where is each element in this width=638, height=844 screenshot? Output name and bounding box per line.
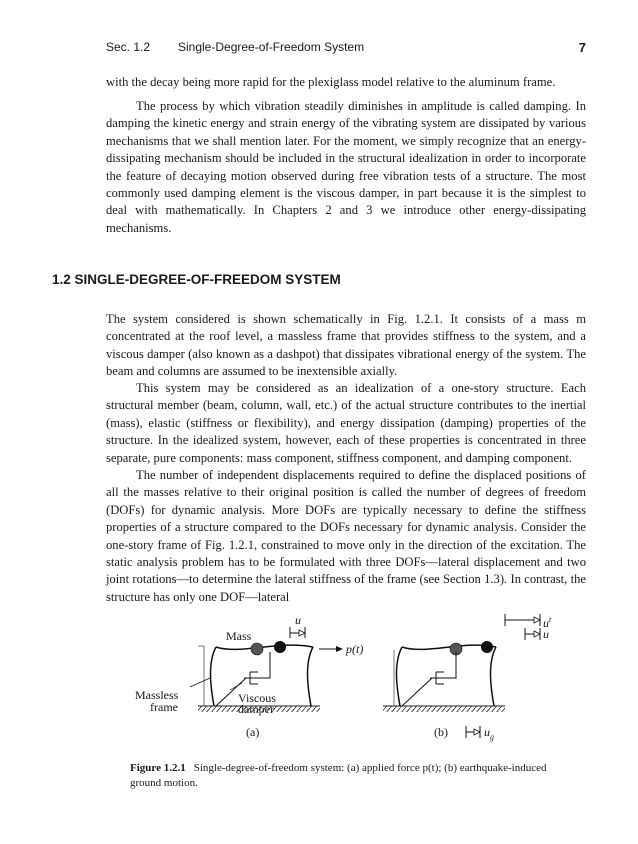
mass-label: Mass: [226, 629, 252, 643]
ut-label-base: u: [543, 616, 549, 630]
mass-a: [251, 643, 263, 655]
figure-caption: [130, 761, 550, 791]
u-arrowhead-a: [299, 630, 305, 636]
right-column-a: [308, 647, 314, 706]
left-column-a: [211, 647, 217, 706]
ug-label-sub: g: [490, 732, 494, 742]
beam-a: [216, 645, 313, 649]
panel-a-label: (a): [246, 725, 260, 739]
frame-leader: [190, 678, 210, 687]
ut-label-sup: t: [549, 615, 552, 624]
caption-text: Single-degree-of-freedom system: (a) applied force p(t); (b) earthquake-induced ground motion.: [130, 762, 547, 789]
force-arrowhead: [336, 646, 343, 652]
panel-b-frame: [383, 614, 540, 738]
paragraph-1-text: with the decay being more rapid for the plexiglass model relative to the aluminum frame.: [106, 75, 556, 89]
viscous-label-line1: Viscous: [238, 691, 276, 705]
force-label: p(t): [346, 642, 364, 656]
sdof-diagram: [130, 612, 550, 742]
mass-a-2: [274, 641, 286, 653]
running-title: Single-Degree-of-Freedom System: [178, 40, 365, 54]
ub-arrowhead: [534, 631, 540, 637]
massless-label-line1: Massless: [135, 688, 179, 702]
running-header: [106, 40, 586, 58]
damper-a: [244, 652, 270, 684]
massless-label-line2: frame: [150, 700, 178, 714]
paragraph-2: [106, 98, 586, 237]
page-number: 7: [578, 40, 586, 55]
ut-arrowhead: [534, 617, 540, 623]
ug-arrowhead: [474, 729, 480, 735]
viscous-label-line2: damper: [238, 702, 274, 716]
ug-label-base: u: [484, 725, 490, 739]
paragraph-4-text: This system may be considered as an idealization of a one-story structure. Each structural member (beam, column, wall, etc.) of the actual structure contributes to the inertial (mass), elastic (stiffness or flexibility), and energy dissipation (damping) properties of the structure. In the idealized system, however, each of these properties is concentrated in three separate, pure components: mass component, stiffness component, and damping component.: [106, 381, 586, 465]
paragraph-3-text: The system considered is shown schematically in Fig. 1.2.1. It consists of a mass m concentrated at the roof level, a massless frame that provides stiffness to the system, and a viscous damper (also known as a dashpot) that dissipates vibrational energy of the system. The beam and columns are assumed to be inextensible axially.: [106, 312, 586, 379]
ground-hatch-b: [383, 706, 505, 712]
mass-b-2: [481, 641, 493, 653]
u-label-a: u: [295, 613, 301, 627]
paragraph-2-text: The process by which vibration steadily diminishes in amplitude is called damping. In damping the kinetic energy and strain energy of the vibrating system are dissipated by various mechanisms that we shall mention later. For the moment, we simply recognize that an energy-dissipating mechanism should be included in the structural idealization in order to incorporate the feature of decaying motion observed during free vibration tests of a structure. The most commonly used damping element is the viscous damper, in part because it is the simplest to deal with mathematically. In Chapters 2 and 3 we introduce other energy-dissipating mechanisms.: [106, 99, 586, 235]
damper-leader: [230, 683, 242, 690]
damper-b: [430, 652, 456, 684]
figure-number: Figure 1.2.1: [130, 762, 186, 774]
section-heading: 1.2 SINGLE-DEGREE-OF-FREEDOM SYSTEM: [52, 272, 341, 287]
right-column-b: [491, 647, 497, 706]
u-label-b: u: [543, 627, 549, 641]
paragraph-5: [106, 467, 586, 606]
panel-b-label: (b): [434, 725, 448, 739]
undeformed-frame-a: [198, 646, 204, 706]
paragraph-1: [106, 74, 586, 91]
paragraph-4: [106, 380, 586, 467]
paragraph-3: [106, 311, 586, 381]
paragraph-5-text: The number of independent displacements required to define the displaced positions of all the masses relative to their original position is called the number of degrees of freedom (DOFs) for dynamic analysis. More DOFs are typically necessary to define the stiffness properties of a structure compared to the DOFs necessary for dynamic analysis. Consider the one-story frame of Fig. 1.2.1, constrained to move only in the direction of the excitation. The static analysis problem has to be formulated with three DOFs—lateral displacement and two joint rotations—to determine the lateral stiffness of the frame (see Section 1.3). In contrast, the structure has only one DOF—lateral: [106, 468, 586, 604]
left-column-b: [397, 647, 403, 706]
damper-brace-b: [402, 678, 432, 706]
section-number: Sec. 1.2: [106, 40, 151, 54]
ug-label: [484, 726, 494, 743]
figure-1-2-1: [130, 612, 550, 742]
